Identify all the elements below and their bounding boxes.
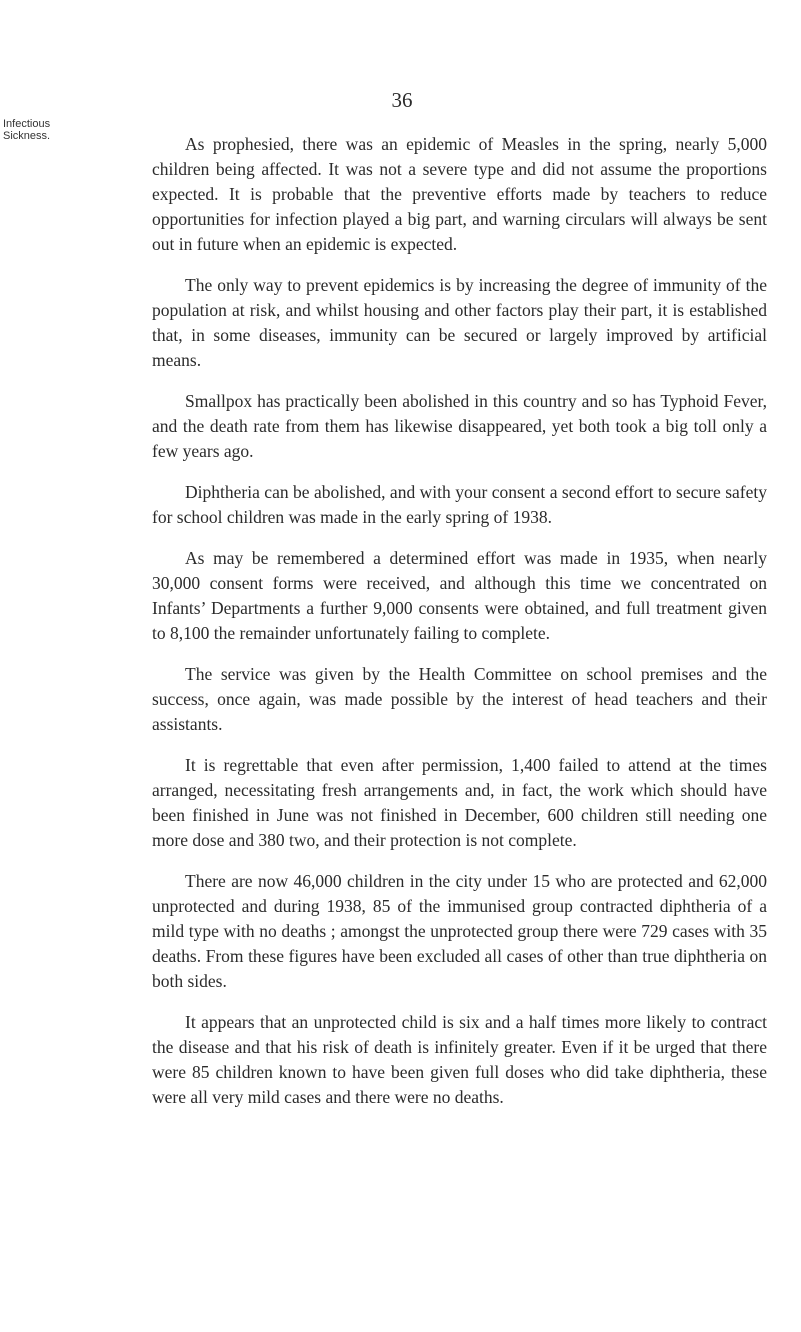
paragraph-service: The service was given by the Health Committee on school premises and the success, once again, was made possible by the interest of head teachers and their assistants. [152, 664, 767, 734]
paragraph-immunity: The only way to prevent epidemics is by increasing the degree of immunity of the population at risk, and whilst housing and other factors play their part, it is established that, in some diseases, immunity can be secured or largely improved by artificial means. [152, 275, 767, 370]
paragraph-conclusion: It appears that an unprotected child is six and a half times more likely to contract the disease and that his risk of death is infinitely greater. Even if it be urged that there were 85 children known to have been given full doses who did take diphtheria, these were all very mild cases and there were no deaths. [152, 1012, 767, 1107]
paragraph-diphtheria-abolished: Diphtheria can be abolished, and with your consent a second effort to secure safety for school children was made in the early spring of 1938. [152, 482, 767, 527]
paragraph-smallpox: Smallpox has practically been abolished in this country and so has Typhoid Fever, and the death rate from them has likewise disappeared, yet both took a big toll only a few years ago. [152, 391, 767, 461]
body-text [152, 132, 767, 1126]
paragraph-regrettable: It is regrettable that even after permission, 1,400 failed to attend at the times arranged, necessitating fresh arrangements and, in fact, the work which should have been finished in June was not finished in December, 600 children still needing one more dose and 380 two, and their protection is not complete. [152, 755, 767, 850]
paragraph-statistics: There are now 46,000 children in the city under 15 who are protected and 62,000 unprotected and during 1938, 85 of the immunised group contracted diphtheria of a mild type with no deaths ; amongst the unprotected group there were 729 cases with 35 deaths. From these figures have been excluded all cases of other than true diphtheria on both sides. [152, 871, 767, 991]
paragraph-1935-effort: As may be remembered a determined effort was made in 1935, when nearly 30,000 consent forms were received, and although this time we concentrated on Infants’ Departments a further 9,000 consents were obtained, and full treatment given to 8,100 the remainder unfortunately failing to complete. [152, 548, 767, 643]
page-number: 36 [391, 88, 413, 112]
margin-note: Infectious Sickness. [3, 118, 51, 142]
paragraph-measles: As prophesied, there was an epidemic of Measles in the spring, nearly 5,000 children being affected. It was not a severe type and did not assume the proportions expected. It is probable that the preventive efforts made by teachers to reduce opportunities for infection played a big part, and warning circulars will always be sent out in future when an epidemic is expected. [152, 134, 767, 254]
